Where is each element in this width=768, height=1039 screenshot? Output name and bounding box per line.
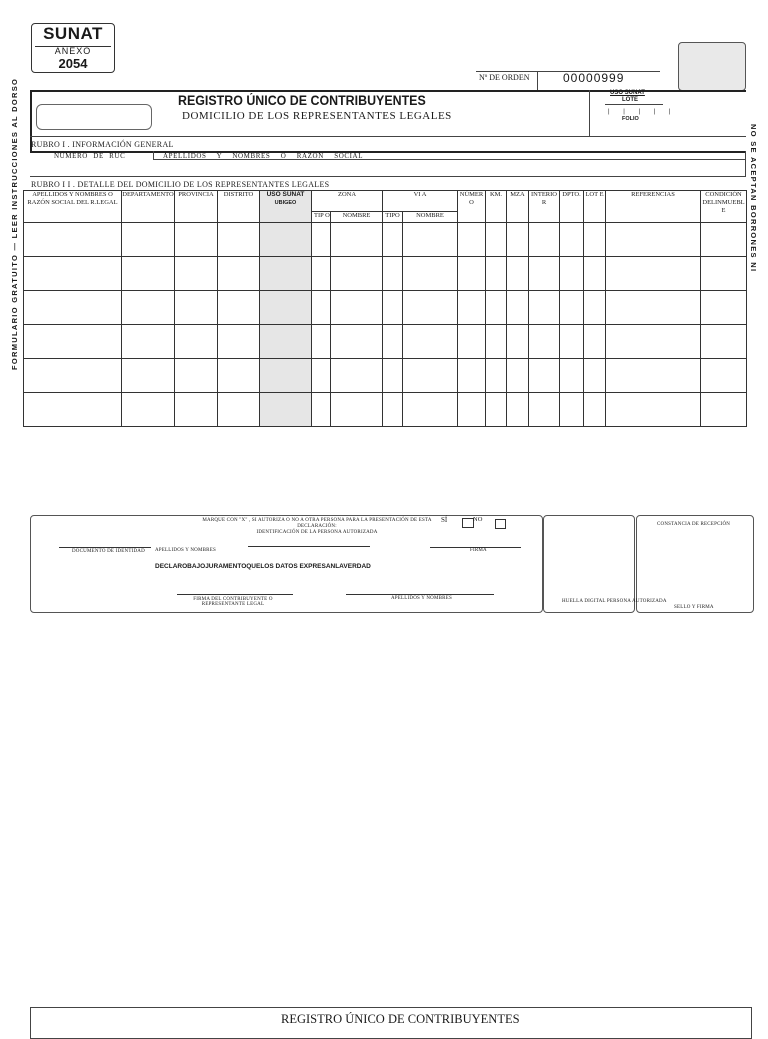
reception-stamp-box [678, 42, 746, 91]
cell[interactable] [560, 257, 584, 291]
col-zona-tipo: TIP O [312, 212, 331, 223]
cell[interactable] [584, 359, 606, 393]
header-blank-field[interactable] [36, 104, 152, 130]
cell-ubigeo [260, 359, 312, 393]
rubro1-bottom-line [30, 176, 746, 177]
cell[interactable] [331, 291, 383, 325]
order-label: Nº DE ORDEN [479, 73, 530, 82]
cell[interactable] [312, 257, 331, 291]
cell[interactable] [403, 291, 458, 325]
col-departamento: DEPARTAMENTO [122, 191, 175, 223]
cell[interactable] [403, 257, 458, 291]
col-ubigeo-label: UBIGEO [274, 200, 297, 206]
cell[interactable] [584, 223, 606, 257]
si-label: SÍ [441, 516, 448, 524]
cell[interactable] [331, 359, 383, 393]
cell[interactable] [403, 325, 458, 359]
cell-ubigeo [260, 325, 312, 359]
cell[interactable] [701, 223, 747, 257]
taxpayer-names-line[interactable] [346, 594, 494, 595]
cell[interactable] [606, 325, 701, 359]
cell[interactable] [701, 257, 747, 291]
cell[interactable] [458, 393, 486, 427]
cell[interactable] [218, 257, 260, 291]
cell[interactable] [218, 359, 260, 393]
col-zona: ZONA [312, 191, 383, 212]
cell[interactable] [606, 393, 701, 427]
taxpayer-signature-line[interactable] [177, 594, 293, 595]
cell[interactable] [701, 325, 747, 359]
order-separator [537, 71, 538, 90]
col-apellidos: APELLIDOS Y NOMBRES O RAZÓN SOCIAL DEL R.LEGAL [24, 191, 122, 223]
cell[interactable] [584, 257, 606, 291]
cell[interactable] [529, 223, 560, 257]
cell[interactable] [529, 291, 560, 325]
cell[interactable] [507, 223, 529, 257]
table-row [24, 359, 747, 393]
cell[interactable] [701, 359, 747, 393]
cell[interactable] [486, 359, 507, 393]
cell[interactable] [486, 393, 507, 427]
cell[interactable] [175, 291, 218, 325]
col-numero: NÚMER O [458, 191, 486, 223]
cell[interactable] [218, 223, 260, 257]
cell[interactable] [584, 291, 606, 325]
col-condicion: CONDICIÓN DELINMUEBL E [701, 191, 747, 223]
cell[interactable] [175, 393, 218, 427]
cell-ubigeo [260, 257, 312, 291]
side-note-left: FORMULARIO GRATUITO — LEER INSTRUCCIONES AL DORSO [10, 77, 19, 370]
cell[interactable] [312, 291, 331, 325]
no-label: NO [473, 516, 483, 523]
cell[interactable] [507, 257, 529, 291]
cell-ubigeo [260, 223, 312, 257]
names-line[interactable] [248, 546, 370, 547]
cell[interactable] [312, 223, 331, 257]
cell[interactable] [606, 359, 701, 393]
col-dpto: DPTO. [560, 191, 584, 223]
cell[interactable] [701, 291, 747, 325]
cell[interactable] [560, 359, 584, 393]
annex-label: ANEXO [54, 46, 92, 56]
cell[interactable] [331, 257, 383, 291]
col-provincia: PROVINCIA [175, 191, 218, 223]
cell[interactable] [507, 393, 529, 427]
rubro1-separator [153, 151, 154, 159]
identificacion-text: IDENTIFICACIÓN DE LA PERSONA AUTORIZADA [256, 530, 378, 535]
cell[interactable] [486, 291, 507, 325]
signature-label: FIRMA [470, 548, 487, 553]
lote-line [605, 104, 663, 105]
cell[interactable] [529, 359, 560, 393]
authorization-instructions [182, 518, 452, 536]
cell[interactable] [403, 223, 458, 257]
col-distrito: DISTRITO [218, 191, 260, 223]
col-mza: MZA [507, 191, 529, 223]
cell[interactable] [122, 291, 175, 325]
cell[interactable] [507, 291, 529, 325]
folio-label: FOLIO [622, 116, 639, 122]
sunat-logo [31, 23, 115, 73]
cell[interactable] [383, 291, 403, 325]
cell[interactable] [606, 291, 701, 325]
detail-table [23, 190, 747, 427]
cell[interactable] [312, 393, 331, 427]
rubro1-right-border [745, 151, 746, 176]
logo-brand: SUNAT [43, 24, 103, 43]
page-title: REGISTRO ÚNICO DE CONTRIBUYENTES [178, 93, 426, 108]
col-via-tipo: TIPO [383, 212, 403, 223]
cell[interactable] [24, 291, 122, 325]
cell[interactable] [403, 393, 458, 427]
cell[interactable] [560, 325, 584, 359]
cell[interactable] [24, 393, 122, 427]
annex-number: 2054 [58, 56, 88, 71]
reception-label: CONSTANCIA DE RECEPCIÓN [657, 522, 731, 527]
cell[interactable] [606, 257, 701, 291]
cell[interactable] [122, 393, 175, 427]
name-label: APELLIDOS Y NOMBRES O RAZON SOCIAL [163, 152, 364, 160]
cell[interactable] [458, 359, 486, 393]
fingerprint-label: HUELLA DIGITAL PERSONA AUTORIZADA [562, 599, 667, 604]
uso-sunat-label: USO SUNAT [610, 90, 645, 96]
cell[interactable] [24, 359, 122, 393]
cell[interactable] [122, 223, 175, 257]
cell[interactable] [383, 257, 403, 291]
cell[interactable] [458, 257, 486, 291]
cell[interactable] [331, 393, 383, 427]
lote-label: LOTE [622, 97, 638, 103]
cell[interactable] [24, 223, 122, 257]
cell[interactable] [529, 257, 560, 291]
col-lote: LOT E [584, 191, 606, 223]
cell-ubigeo [260, 291, 312, 325]
cell[interactable] [529, 325, 560, 359]
cell[interactable] [122, 325, 175, 359]
cell[interactable] [175, 359, 218, 393]
cell[interactable] [218, 291, 260, 325]
rubro1-top-line [30, 136, 746, 137]
col-uso-sunat [260, 191, 312, 223]
seal-label: SELLO Y FIRMA [674, 605, 714, 610]
col-interior: INTERIO R [529, 191, 560, 223]
cell[interactable] [122, 359, 175, 393]
cell[interactable] [486, 223, 507, 257]
cell[interactable] [529, 393, 560, 427]
copy-form-title: REGISTRO ÚNICO DE CONTRIBUYENTES [281, 1012, 520, 1026]
col-zona-nombre: NOMBRE [331, 212, 383, 223]
col-via: VI A [383, 191, 458, 212]
table-row [24, 257, 747, 291]
rubro1-mid-line [153, 159, 746, 160]
header-separator [589, 90, 590, 136]
cell[interactable] [507, 359, 529, 393]
cell[interactable] [218, 393, 260, 427]
order-number: 00000999 [563, 71, 625, 85]
taxpayer-signature-label: FIRMA DEL CONTRIBUYENTE O REPRESENTANTE LEGAL [193, 597, 273, 607]
cell[interactable] [560, 223, 584, 257]
cell[interactable] [458, 325, 486, 359]
col-referencias: REFERENCIAS [606, 191, 701, 223]
cell[interactable] [458, 291, 486, 325]
col-km: KM. [486, 191, 507, 223]
rubro1-box-top [30, 151, 746, 153]
names-label: APELLIDOS Y NOMBRES [155, 548, 216, 553]
cell[interactable] [458, 223, 486, 257]
page-subtitle: DOMICILIO DE LOS REPRESENTANTES LEGALES [182, 110, 452, 122]
document-label: DOCUMENTO DE IDENTIDAD [72, 549, 145, 554]
cell[interactable] [560, 291, 584, 325]
table-row [24, 325, 747, 359]
cell[interactable] [175, 257, 218, 291]
cell[interactable] [331, 223, 383, 257]
rubro2-title: RUBRO I I . DETALLE DEL DOMICILIO DE LOS REPRESENTANTES LEGALES [31, 180, 330, 189]
cell[interactable] [383, 325, 403, 359]
sworn-statement: DECLAROBAJOJURAMENTOQUELOS DATOS EXPRESANLAVERDAD [155, 563, 371, 570]
cell[interactable] [584, 325, 606, 359]
cell[interactable] [507, 325, 529, 359]
cell[interactable] [383, 359, 403, 393]
taxpayer-names-label: APELLIDOS Y NOMBRES [391, 596, 452, 601]
table-row [24, 223, 747, 257]
cell[interactable] [312, 325, 331, 359]
cell[interactable] [122, 257, 175, 291]
cell[interactable] [312, 359, 331, 393]
ruc-label: NÚMERO DE RUC [54, 152, 126, 160]
cell[interactable] [24, 325, 122, 359]
col-uso-sunat-label: USO SUNAT [266, 191, 305, 198]
cell[interactable] [24, 257, 122, 291]
col-via-nombre: NOMBRE [403, 212, 458, 223]
cell[interactable] [331, 325, 383, 359]
rubro1-title: RUBRO I . INFORMACIÓN GENERAL [31, 140, 174, 149]
table-row [24, 291, 747, 325]
cell[interactable] [175, 325, 218, 359]
cell[interactable] [383, 223, 403, 257]
cell[interactable] [701, 393, 747, 427]
table-row [24, 393, 747, 427]
cell[interactable] [383, 393, 403, 427]
cell[interactable] [606, 223, 701, 257]
cell-ubigeo [260, 393, 312, 427]
cell[interactable] [486, 257, 507, 291]
no-checkbox[interactable] [495, 519, 506, 529]
side-note-right: NO SE ACEPTAN BORRONES NI [749, 124, 758, 273]
document-line[interactable] [59, 547, 151, 548]
cell[interactable] [560, 393, 584, 427]
marque-text: MARQUE CON "X" , SI AUTORIZA O NO A OTRA PERSONA PARA LA PRESENTACIÓN DE ESTA DECLARACIÓN: [202, 518, 432, 529]
cell[interactable] [403, 359, 458, 393]
cell[interactable] [175, 223, 218, 257]
cell[interactable] [218, 325, 260, 359]
cell[interactable] [486, 325, 507, 359]
folio-ticks: | | | | | [608, 109, 677, 115]
cell[interactable] [584, 393, 606, 427]
